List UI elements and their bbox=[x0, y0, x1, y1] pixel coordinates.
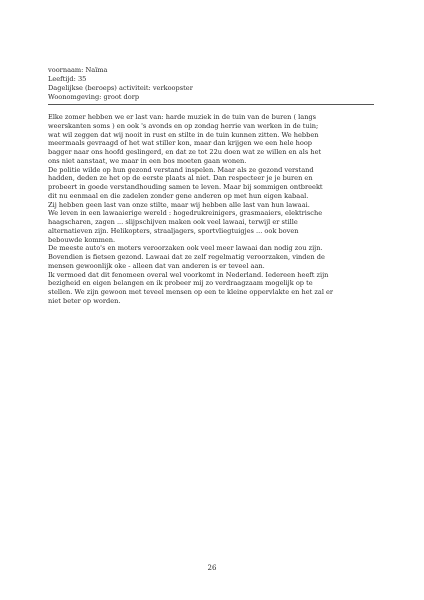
text-line: De meeste auto's en moters veroorzaken ook veel meer lawaai dan nodig zou zijn. bbox=[48, 244, 323, 253]
text-line: niet beter op worden. bbox=[48, 296, 121, 305]
text-line: wat wil zeggen dat wij nooit in rust en stilte in de tuin kunnen zitten. We hebben bbox=[48, 130, 319, 139]
text-line: Zij hebben geen last van onze stilte, maar wij hebben alle last van hun lawaai. bbox=[48, 200, 310, 209]
text-line: probeert in goede verstandhouding samen te leven. Maar bij sommigen ontbreekt bbox=[48, 183, 323, 191]
text-line: ons niet aanstaat, we maar in een bos moeten gaan wonen. bbox=[48, 156, 247, 165]
respondent-age: Leeftijd: 35 bbox=[48, 74, 87, 83]
text-line: We leven in een lawaaierige wereld : hogedrukreinigers, grasmaaiers, elektrische bbox=[48, 209, 323, 218]
text-line: mensen gewoonlijk oke - alleen dat van anderen is er teveel aan. bbox=[48, 261, 265, 270]
text-line: bebouwde kommen. bbox=[48, 235, 116, 244]
text-line: Ik vermoed dat dit fenomeen overal wel voorkomt in Nederland. Iedereen heeft zijn bbox=[48, 270, 329, 279]
text-line: bagger naar ons hoofd geslingerd, en dat ze tot 22u doen wat ze willen en als het bbox=[48, 148, 322, 156]
respondent-info bbox=[48, 66, 378, 102]
text-line: haagscharen, zagen ... slijpschijven maken ook veel lawaai, terwijl er stille bbox=[48, 218, 298, 226]
text-line: weerskanten soms ) en ook 's avonds en op zondag herrie van werken in de tuin; bbox=[48, 121, 319, 130]
text-line: De politie wilde op hun gezond verstand inspelen. Maar als ze gezond verstand bbox=[48, 165, 314, 174]
testimony-text bbox=[48, 113, 378, 306]
page-number: 26 bbox=[207, 564, 217, 572]
respondent-activity: Dagelijkse (beroeps) activiteit: verkoopster bbox=[48, 83, 193, 92]
text-line: hadden, deden ze het op de eerste plaats al niet. Dan respecteer je je buren en bbox=[48, 174, 313, 183]
text-line: Bovendien is fietsen gezond. Lawaai dat ze zelf regelmatig veroorzaken, vinden de bbox=[48, 253, 325, 261]
text-line: dit nu eenmaal en die zadelen zonder gene anderen op met hun eigen kabaal. bbox=[48, 191, 309, 200]
text-line: Elke zomer hebben we er last van: harde muziek in de tuin van de buren ( langs bbox=[48, 113, 317, 121]
text-line: meermaals gevraagd of het wat stiller kon, maar dan krijgen we een hele hoop bbox=[48, 139, 313, 148]
separator-rule bbox=[48, 104, 374, 105]
text-line: bezigheid en eigen belangen en ik probeer mij zo verdraagzaam mogelijk op te bbox=[48, 279, 313, 288]
text-line: alternatieven zijn. Helikopters, straaljagers, sportvliegtuigjes ... ook boven bbox=[48, 226, 299, 235]
respondent-living-environment: Woonomgeving: groot dorp bbox=[48, 92, 140, 101]
respondent-name: voornaam: Naïma bbox=[48, 66, 108, 74]
text-line: stellen. We zijn gewoon met teveel mensen op een te kleine oppervlakte en het zal er bbox=[48, 288, 334, 296]
